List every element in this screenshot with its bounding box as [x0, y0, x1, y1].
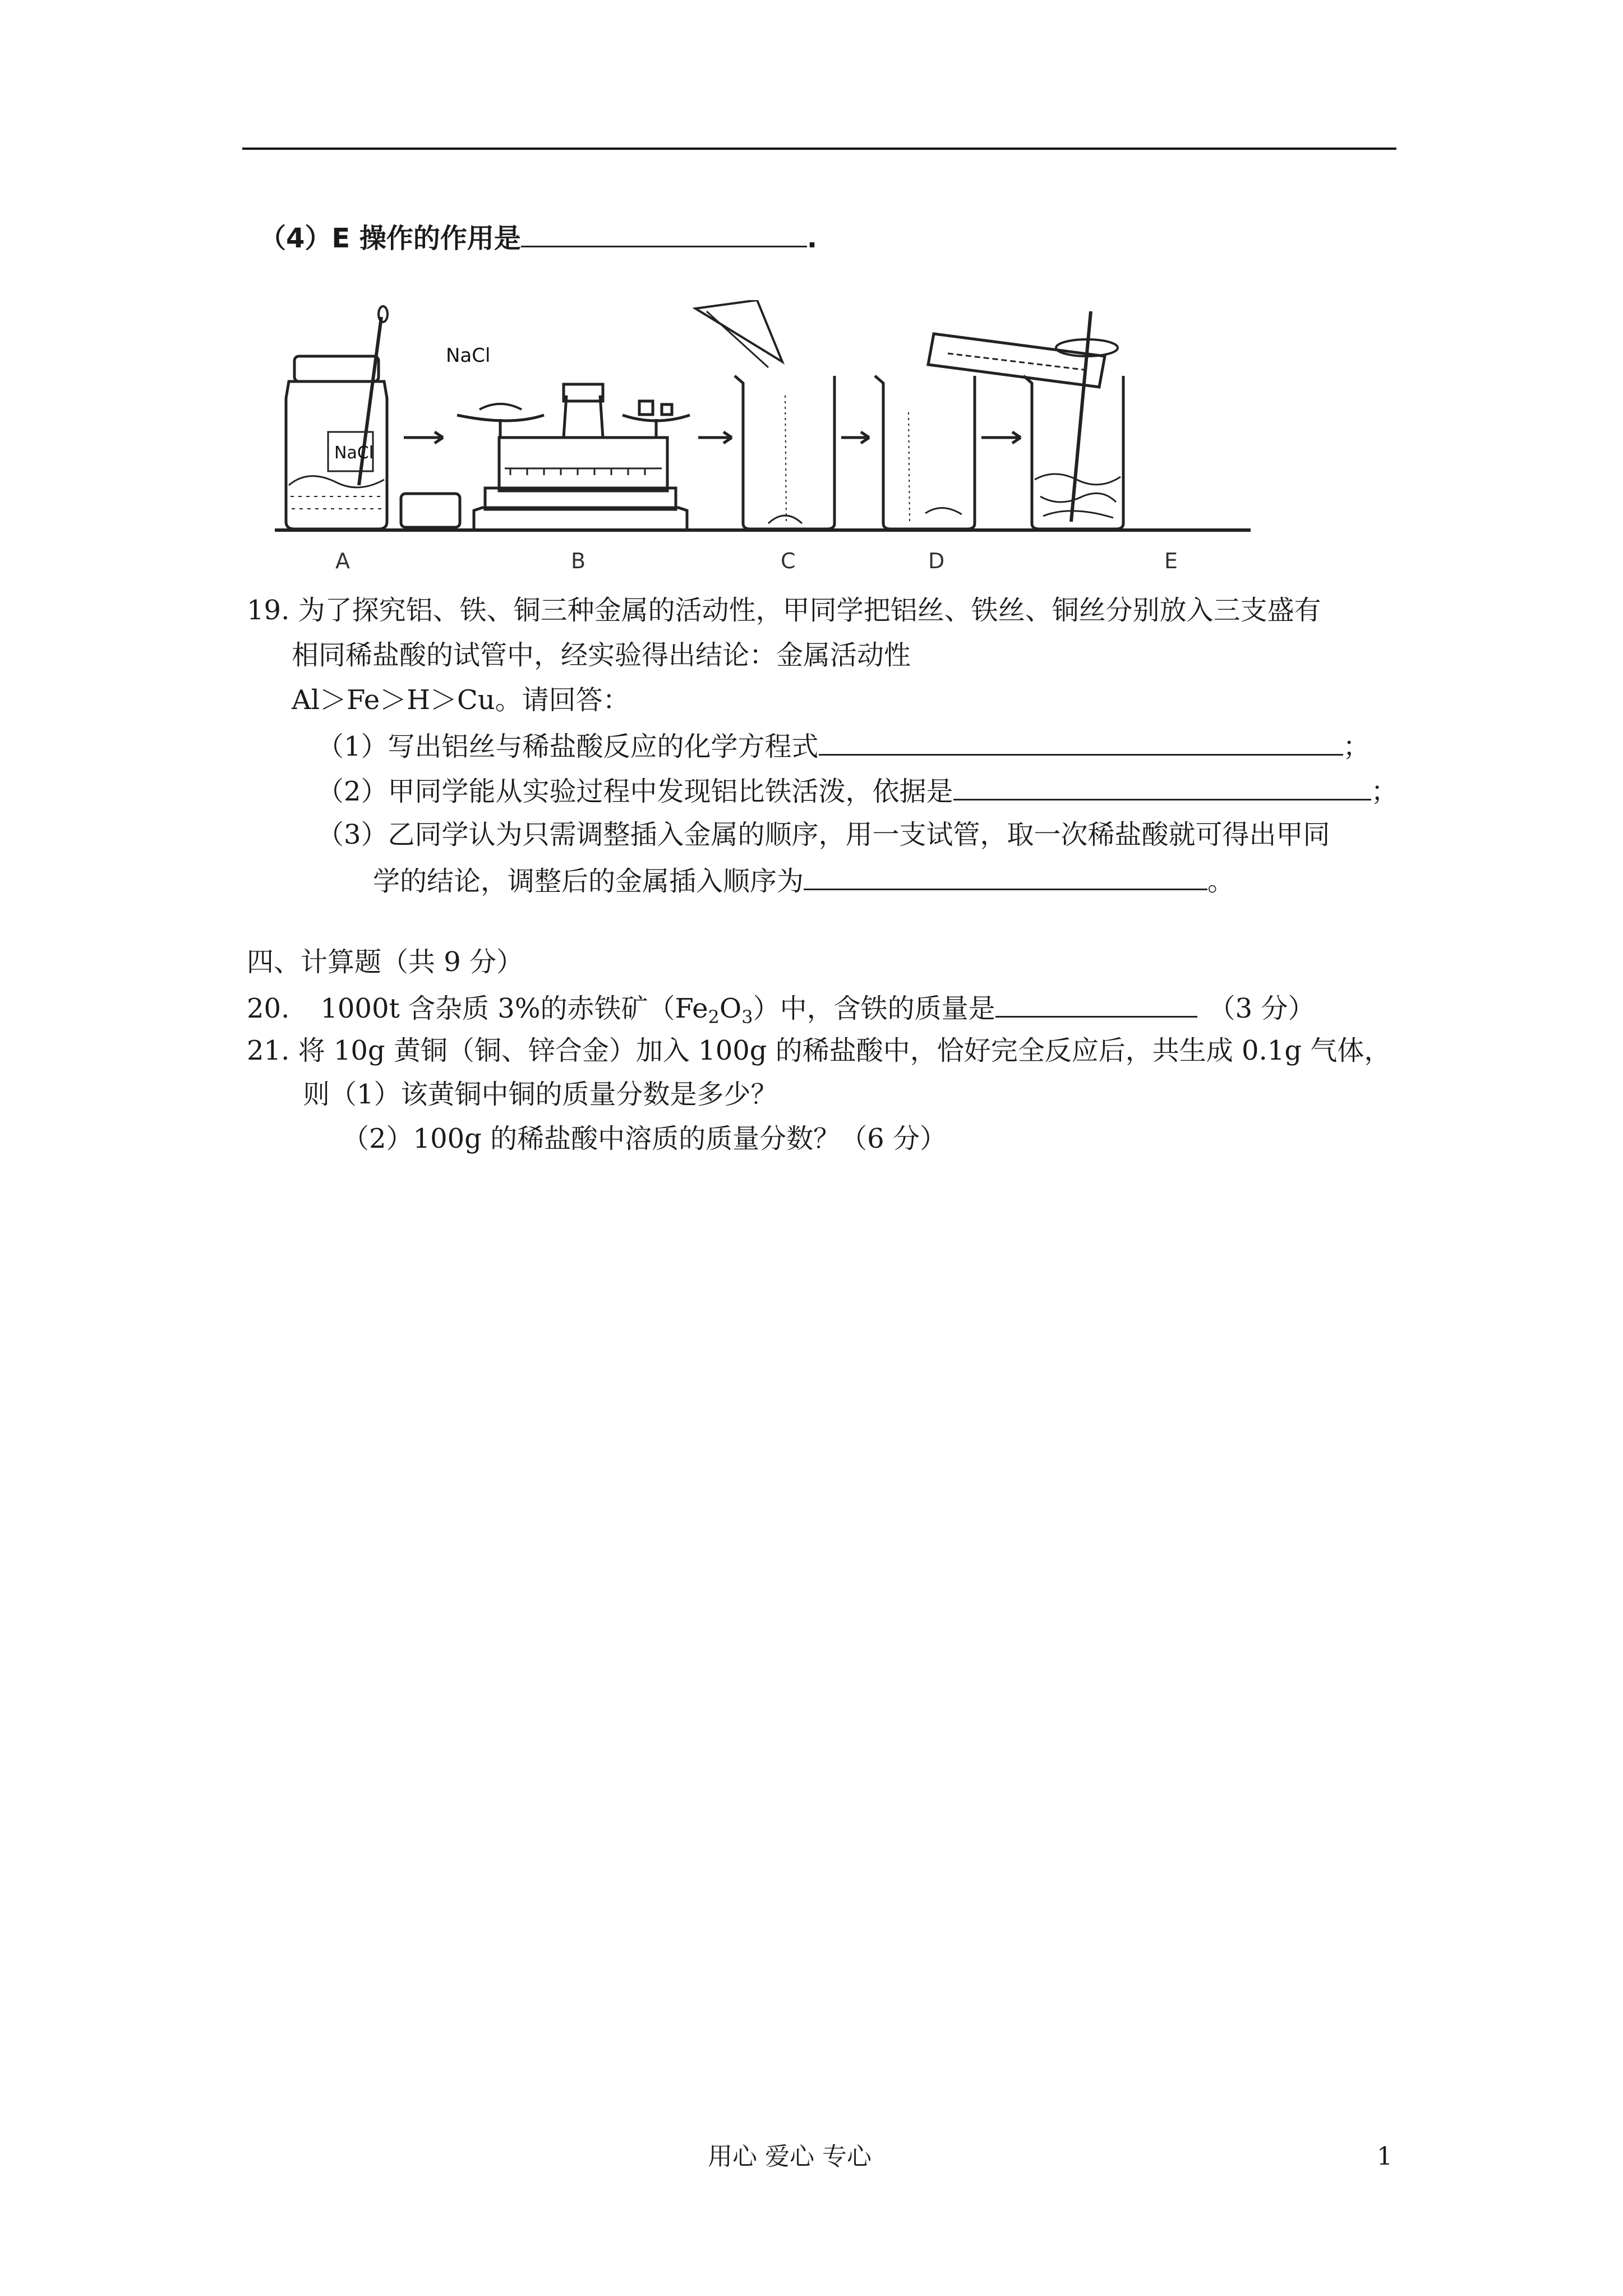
- reagent-jar-icon: [286, 306, 388, 529]
- page-number: 1: [1377, 2142, 1393, 2171]
- figure-label-b: B: [571, 549, 586, 573]
- figure-label-e: E: [1164, 549, 1178, 573]
- q18-part4-text: （4）E 操作的作用是: [259, 223, 521, 254]
- q20: [247, 990, 1315, 1028]
- balance-icon: [457, 384, 690, 529]
- beaker-with-paper-icon: [695, 300, 834, 529]
- q19-sub2-end: ；: [1371, 776, 1398, 807]
- arrow-icon: [404, 432, 443, 443]
- q20-number: 20.: [247, 993, 290, 1024]
- q20-text-b: O: [719, 993, 742, 1024]
- figure-label-d: D: [928, 549, 945, 573]
- q21-line2: 则（1）该黄铜中铜的质量分数是多少？: [303, 1079, 778, 1110]
- q19-sub1: [317, 728, 1370, 763]
- q20-points: （3 分）: [1208, 993, 1315, 1024]
- arrow-icon: [981, 432, 1021, 443]
- q18-part4: [259, 220, 817, 255]
- q21-line1: 21. 将 10g 黄铜（铜、锌合金）加入 100g 的稀盐酸中，恰好完全反应后，共生成 0.1g 气体，: [247, 1035, 1391, 1066]
- figure-label-a: A: [335, 549, 350, 573]
- beaker-with-stirring-rod-icon: [1023, 311, 1123, 529]
- jar-nacl-label: NaCl: [334, 443, 374, 463]
- q19-sub3-line2: [373, 863, 1234, 898]
- footer-motto: 用心 爱心 专心: [708, 2142, 872, 2171]
- q20-text-c: ）中，含铁的质量是: [753, 993, 995, 1024]
- q19-sub1-text: （1）写出铝丝与稀盐酸反应的化学方程式: [317, 731, 819, 762]
- q20-sub-b: 3: [741, 1006, 753, 1028]
- q19-sub2-blank: [953, 773, 1371, 800]
- figure-label-c: C: [781, 549, 796, 573]
- q19-sub2-text: （2）甲同学能从实验过程中发现铝比铁活泼，依据是: [317, 776, 953, 807]
- arrow-icon: [841, 432, 869, 443]
- q19-line2: 相同稀盐酸的试管中，经实验得出结论：金属活动性: [292, 639, 911, 671]
- q20-blank: [995, 990, 1197, 1018]
- q19-sub3-blank: [804, 863, 1207, 890]
- q19-sub1-end: ；: [1343, 731, 1370, 762]
- q20-text-a: 1000t 含杂质 3%的赤铁矿（Fe: [320, 993, 708, 1024]
- q20-sub-a: 2: [708, 1006, 720, 1028]
- q19-line1: 19. 为了探究铝、铁、铜三种金属的活动性，甲同学把铝丝、铁丝、铜丝分别放入三支盛有: [247, 595, 1321, 626]
- balance-nacl-label: NaCl: [446, 344, 491, 367]
- q18-part4-blank: [521, 220, 807, 247]
- q19-sub3-line1: （3）乙同学认为只需调整插入金属的顺序，用一支试管，取一次稀盐酸就可得出甲同: [317, 819, 1330, 850]
- q19-sub1-blank: [819, 728, 1343, 756]
- weight-box-icon: [401, 494, 460, 527]
- section4-heading: 四、计算题（共 9 分）: [247, 946, 524, 978]
- arrow-icon: [698, 432, 732, 443]
- lab-apparatus-figure: [275, 300, 1251, 581]
- q19-sub3-text: 学的结论，调整后的金属插入顺序为: [373, 866, 804, 897]
- q19-line3: Al＞Fe＞H＞Cu。请回答：: [292, 684, 630, 716]
- q18-part4-end: .: [806, 223, 818, 254]
- q19-sub2: [317, 773, 1398, 808]
- q19-sub3-end: 。: [1207, 866, 1235, 897]
- header-rule: [242, 148, 1396, 150]
- beaker-with-cylinder-icon: [875, 334, 1105, 529]
- q21-line3: （2）100g 的稀盐酸中溶质的质量分数？（6 分）: [342, 1123, 947, 1154]
